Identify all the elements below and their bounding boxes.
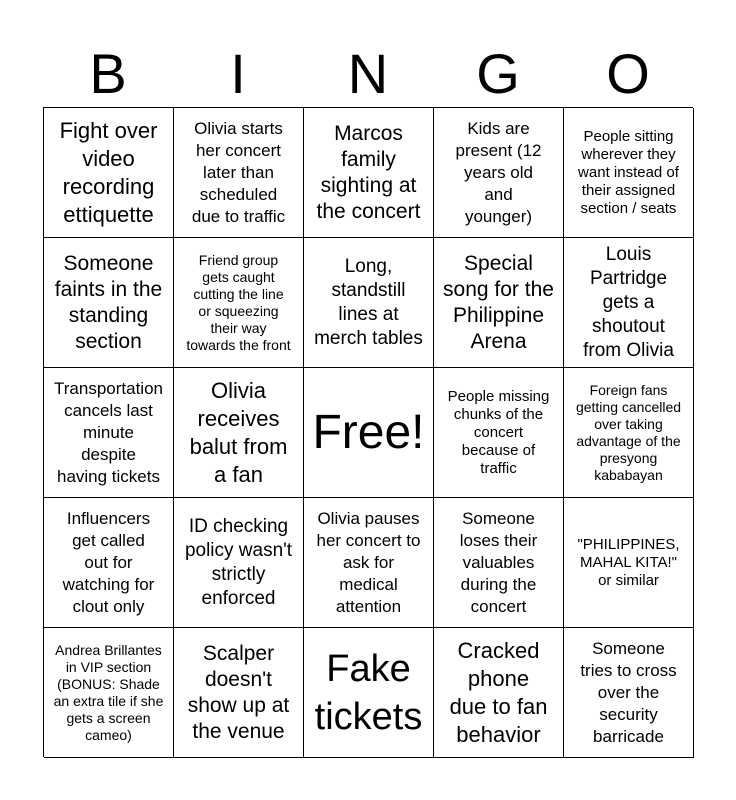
bingo-tile[interactable]: [434, 368, 564, 498]
bingo-tile[interactable]: [304, 628, 434, 758]
tile-text: Transportation cancels last minute despite having tickets: [54, 378, 163, 486]
header-letter-g: G: [476, 42, 520, 105]
bingo-tile[interactable]: [564, 498, 694, 628]
bingo-tile[interactable]: [174, 628, 304, 758]
tile-text: Free!: [312, 405, 425, 459]
tile-text: Olivia pauses her concert to ask for medical attention: [316, 508, 421, 616]
bingo-tile[interactable]: [434, 498, 564, 628]
tile-text: Long, standstill lines at merch tables: [314, 255, 423, 349]
bingo-tile[interactable]: [304, 238, 434, 368]
header-letter-o: O: [606, 42, 650, 105]
bingo-header: [43, 40, 693, 108]
tile-text: Someone tries to cross over the security barricade: [580, 638, 677, 746]
header-letter-i: I: [230, 42, 246, 105]
tile-text: People sitting wherever they want instead of their assigned section / seats: [578, 127, 679, 217]
bingo-tile[interactable]: [44, 628, 174, 758]
tile-text: Andrea Brillantes in VIP section (BONUS: Shade an extra tile if she gets a screen cameo): [53, 641, 164, 743]
tile-text: Foreign fans getting cancelled over taking advantage of the presyong kababayan: [575, 381, 682, 483]
bingo-tile[interactable]: [564, 368, 694, 498]
tile-text: People missing chunks of the concert because of traffic: [447, 387, 550, 477]
free-tile[interactable]: [304, 368, 434, 498]
tile-text: Louis Partridge gets a shoutout from Olivia: [583, 243, 674, 361]
bingo-tile[interactable]: [434, 108, 564, 238]
tile-text: Olivia starts her concert later than scheduled due to traffic: [191, 118, 286, 226]
tile-text: Fight over video recording ettiquette: [59, 117, 158, 227]
tile-text: ID checking policy wasn't strictly enforced: [184, 515, 293, 609]
tile-text: Olivia receives balut from a fan: [189, 377, 288, 487]
tile-text: Cracked phone due to fan behavior: [449, 637, 548, 747]
bingo-tile[interactable]: [304, 108, 434, 238]
bingo-tile[interactable]: [174, 368, 304, 498]
bingo-tile[interactable]: [564, 628, 694, 758]
bingo-tile[interactable]: [434, 628, 564, 758]
bingo-tile[interactable]: [434, 238, 564, 368]
bingo-tile[interactable]: [174, 108, 304, 238]
header-letter-n: N: [347, 42, 389, 105]
tile-text: "PHILIPPINES, MAHAL KITA!" or similar: [577, 535, 680, 589]
bingo-tile[interactable]: [44, 108, 174, 238]
bingo-tile[interactable]: [174, 498, 304, 628]
tile-text: Someone loses their valuables during the concert: [459, 508, 538, 616]
header-letter-b: B: [89, 42, 127, 105]
tile-text: Someone faints in the standing section: [54, 251, 163, 353]
tile-text: Marcos family sighting at the concert: [316, 121, 421, 223]
bingo-card: [43, 107, 693, 757]
bingo-tile[interactable]: [44, 368, 174, 498]
tile-text: Friend group gets caught cutting the line or squeezing their way towards the front: [186, 251, 291, 353]
tile-text: Scalper doesn't show up at the venue: [187, 641, 290, 743]
bingo-tile[interactable]: [44, 238, 174, 368]
bingo-tile[interactable]: [564, 108, 694, 238]
tile-text: Kids are present (12 years old and younger): [455, 118, 542, 226]
tile-text: Influencers get called out for watching for clout only: [62, 508, 155, 616]
bingo-tile[interactable]: [44, 498, 174, 628]
bingo-tile[interactable]: [174, 238, 304, 368]
bingo-tile[interactable]: [564, 238, 694, 368]
bingo-tile[interactable]: [304, 498, 434, 628]
tile-text: Special song for the Philippine Arena: [443, 251, 554, 353]
tile-text: Fake tickets: [314, 647, 423, 738]
